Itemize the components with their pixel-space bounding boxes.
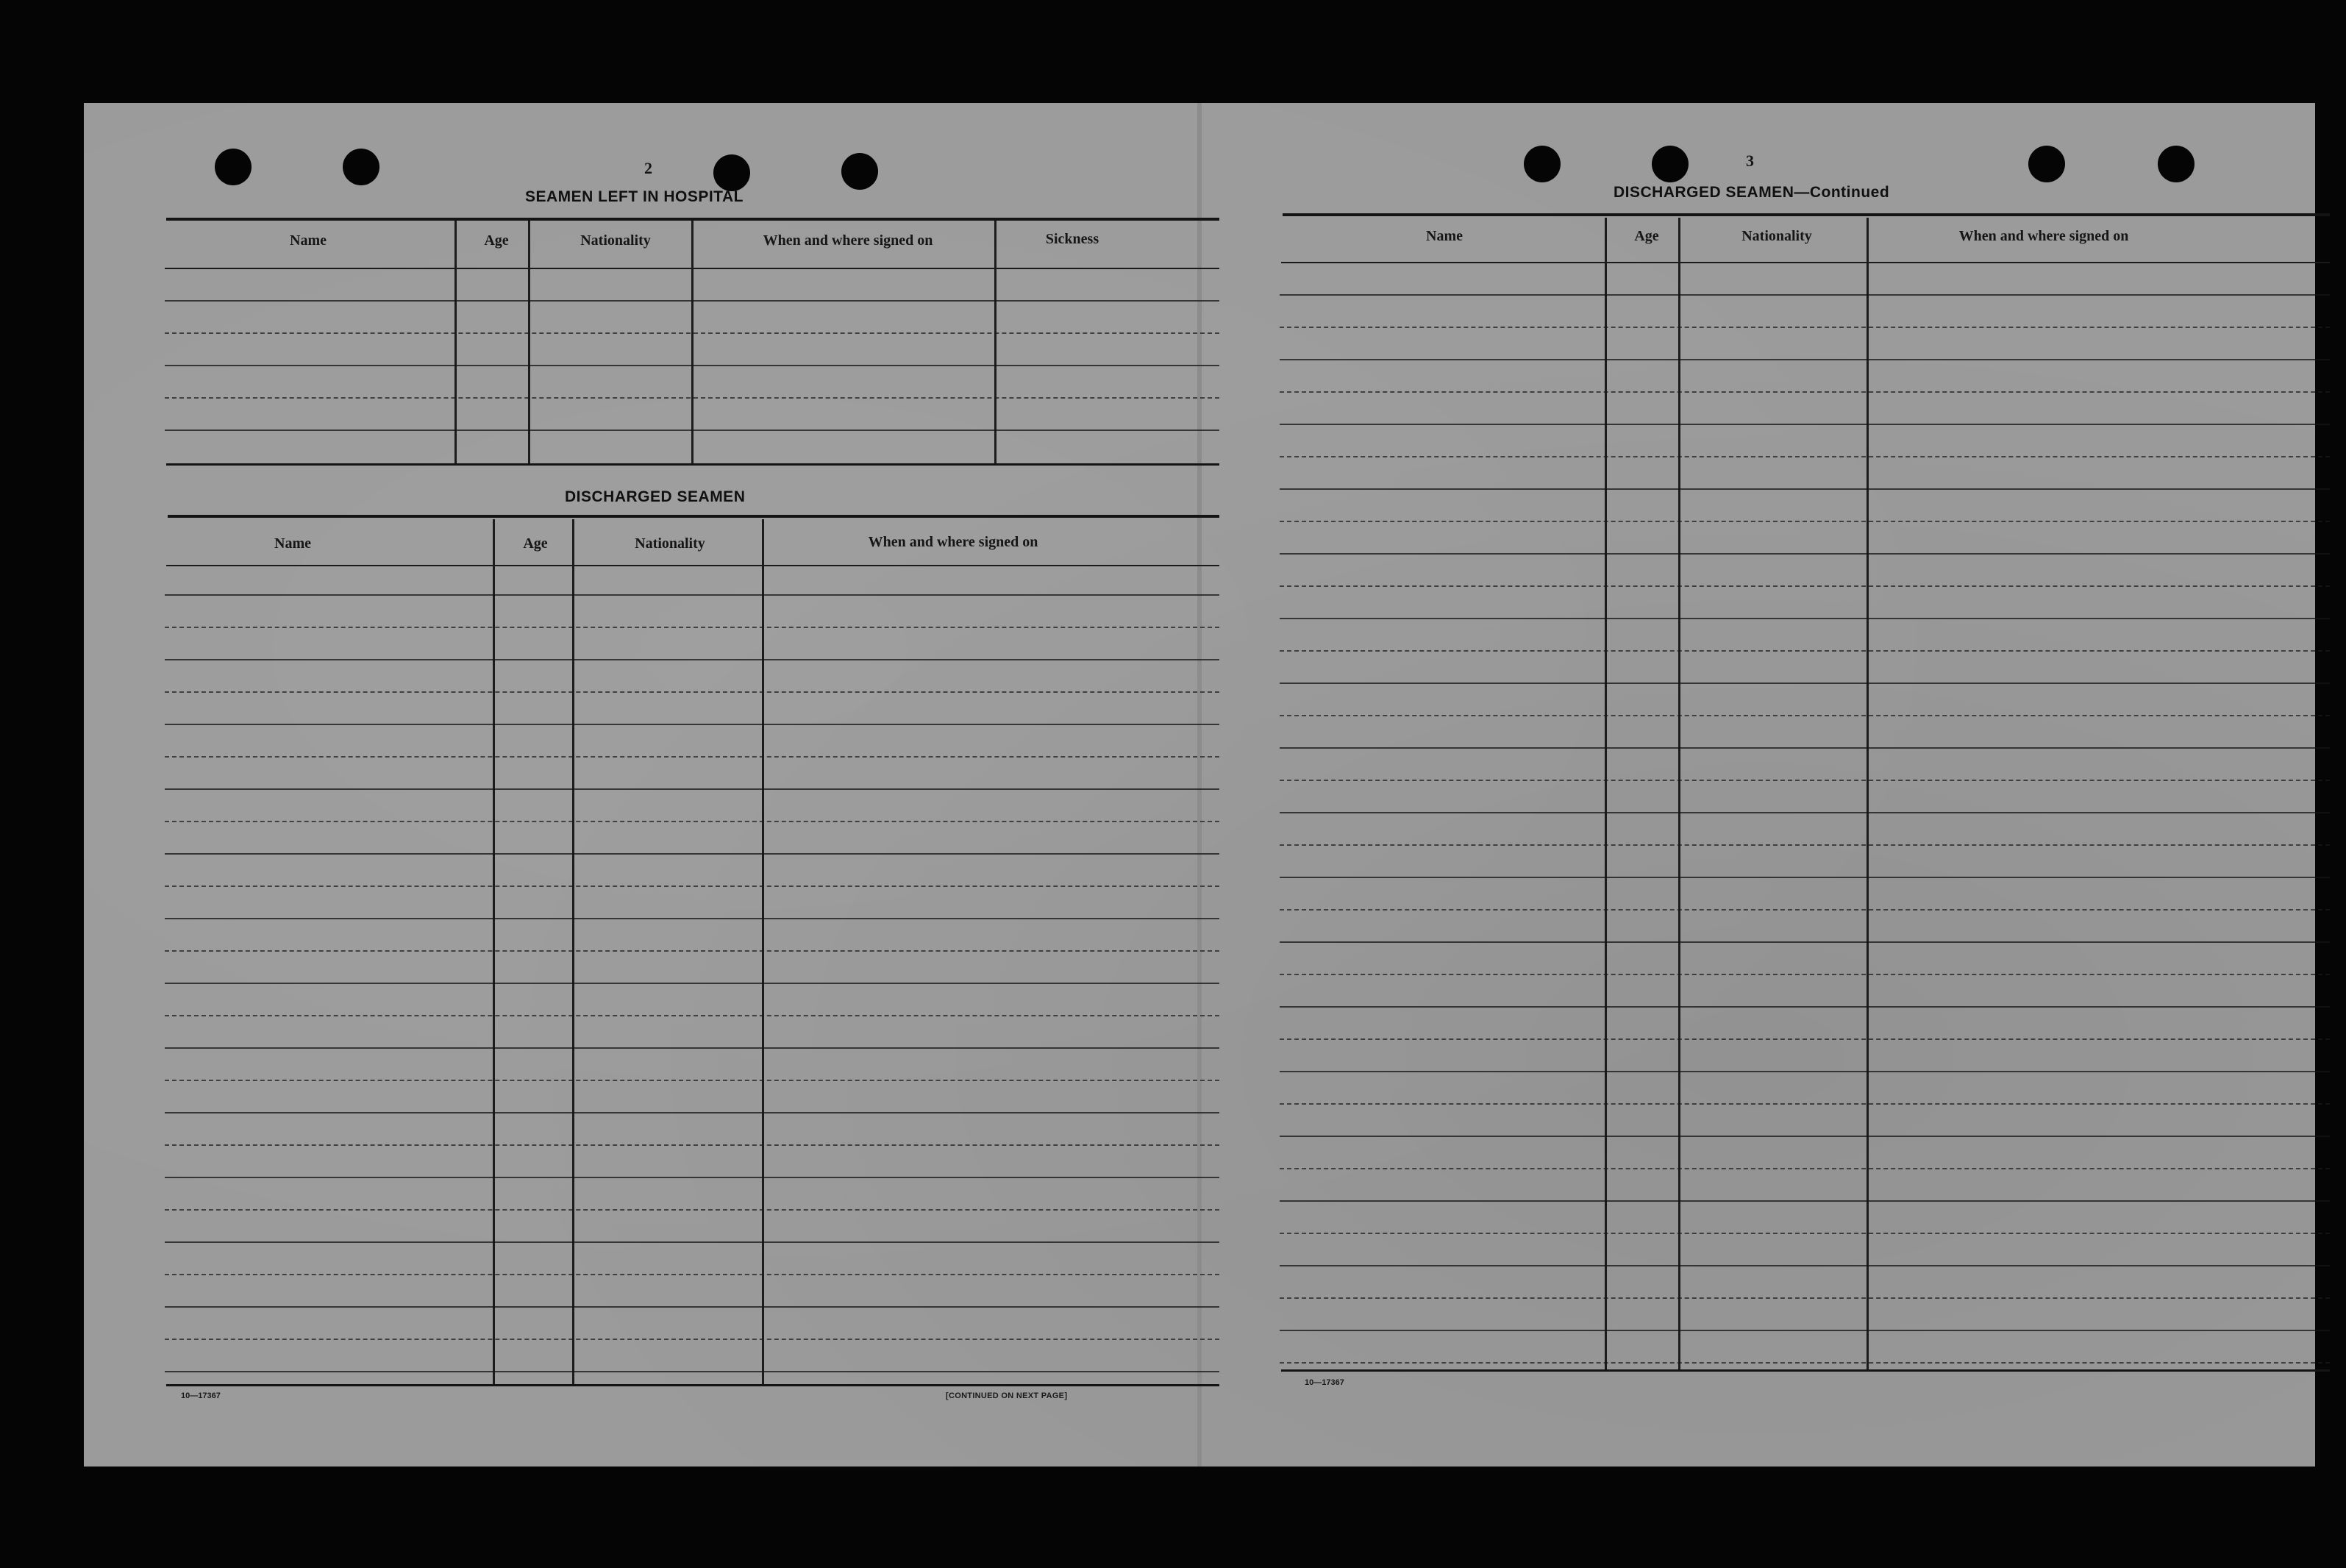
form-row-line	[1280, 359, 2330, 360]
form-row-line	[1280, 650, 2330, 652]
form-row-line	[1280, 327, 2330, 328]
hospital-col-sickness: Sickness	[1045, 231, 1099, 247]
form-row-line	[165, 1144, 1219, 1146]
form-row-line	[165, 1080, 1219, 1081]
form-row-line	[165, 332, 1219, 334]
form-row-line	[165, 300, 1219, 302]
form-row-line	[165, 627, 1219, 628]
discharged-col-signed-on: When and where signed on	[868, 534, 1038, 550]
form-row-line	[1280, 1362, 2330, 1364]
form-number: 10—17367	[1305, 1378, 1344, 1387]
discharged-col-name: Name	[274, 535, 311, 552]
form-row-line	[1280, 618, 2330, 619]
hospital-col-divider	[528, 221, 530, 463]
form-row-line	[165, 1371, 1219, 1372]
form-row-line	[1280, 974, 2330, 975]
right-col-nationality: Nationality	[1741, 228, 1812, 244]
discharged-bottom-rule	[166, 1384, 1219, 1386]
right-header-rule	[1281, 262, 2330, 263]
hospital-col-name: Name	[290, 232, 327, 249]
form-row-line	[1280, 456, 2330, 457]
form-row-line	[1280, 1136, 2330, 1137]
form-row-line	[165, 885, 1219, 887]
hospital-col-signed-on: When and where signed on	[763, 232, 933, 249]
form-row-line	[165, 594, 1219, 596]
document-sheet	[84, 103, 2315, 1467]
form-row-line	[1280, 585, 2330, 587]
form-row-line	[1280, 488, 2330, 490]
form-row-line	[165, 724, 1219, 725]
punch-hole	[2158, 146, 2195, 182]
form-row-line	[165, 853, 1219, 855]
discharged-col-divider	[493, 519, 495, 1384]
right-page	[1202, 103, 2315, 1467]
page-number: 3	[1746, 152, 1754, 170]
right-col-age: Age	[1634, 228, 1659, 244]
right-bottom-rule	[1281, 1369, 2330, 1372]
form-row-line	[165, 1047, 1219, 1049]
form-row-line	[1280, 812, 2330, 813]
hospital-section-title: SEAMEN LEFT IN HOSPITAL	[525, 188, 744, 205]
form-row-line	[1280, 1200, 2330, 1202]
form-row-line	[165, 983, 1219, 984]
hospital-col-divider	[454, 221, 457, 463]
discharged-top-rule	[168, 515, 1219, 518]
discharged-col-divider	[572, 519, 574, 1384]
punch-hole	[2028, 146, 2065, 182]
form-row-line	[165, 1306, 1219, 1308]
discharged-header-rule	[166, 565, 1219, 566]
form-row-line	[1280, 909, 2330, 910]
form-row-line	[1280, 1297, 2330, 1299]
hospital-bottom-rule	[166, 463, 1219, 466]
form-row-line	[1280, 844, 2330, 846]
form-row-line	[1280, 521, 2330, 522]
hospital-col-divider	[691, 221, 694, 463]
discharged-continued-title: DISCHARGED SEAMEN—Continued	[1614, 184, 1890, 201]
punch-hole	[841, 153, 878, 190]
discharged-section-title: DISCHARGED SEAMEN	[565, 488, 746, 505]
form-row-line	[165, 821, 1219, 822]
form-row-line	[1280, 294, 2330, 296]
discharged-col-divider	[762, 519, 764, 1384]
form-row-line	[1280, 780, 2330, 781]
form-row-line	[1280, 941, 2330, 943]
right-col-name: Name	[1426, 228, 1463, 244]
form-row-line	[1280, 391, 2330, 393]
form-row-line	[165, 1209, 1219, 1211]
right-top-rule	[1283, 213, 2330, 216]
form-row-line	[165, 397, 1219, 399]
form-row-line	[1280, 747, 2330, 749]
form-row-line	[1280, 877, 2330, 878]
form-row-line	[1280, 1006, 2330, 1008]
form-row-line	[1280, 683, 2330, 684]
form-row-line	[1280, 1038, 2330, 1040]
form-row-line	[165, 1241, 1219, 1243]
form-row-line	[1280, 715, 2330, 716]
form-row-line	[165, 1112, 1219, 1113]
form-row-line	[1280, 553, 2330, 555]
form-row-line	[165, 788, 1219, 790]
form-row-line	[1280, 1168, 2330, 1169]
right-col-signed-on: When and where signed on	[1958, 228, 2129, 244]
punch-hole	[713, 154, 750, 191]
form-row-line	[165, 918, 1219, 919]
form-row-line	[165, 1339, 1219, 1340]
hospital-col-nationality: Nationality	[580, 232, 651, 249]
form-row-line	[165, 430, 1219, 431]
punch-hole	[1652, 146, 1689, 182]
form-row-line	[165, 1015, 1219, 1016]
left-page	[84, 103, 1197, 1467]
form-row-line	[1280, 424, 2330, 425]
form-row-line	[165, 950, 1219, 952]
form-row-line	[1280, 1265, 2330, 1266]
form-number: 10—17367	[181, 1391, 221, 1400]
punch-hole	[1524, 146, 1561, 182]
form-row-line	[165, 365, 1219, 366]
form-row-line	[1280, 1103, 2330, 1105]
form-row-line	[165, 1177, 1219, 1178]
hospital-col-divider	[994, 221, 996, 463]
form-row-line	[165, 659, 1219, 660]
continued-note: [CONTINUED ON NEXT PAGE]	[946, 1391, 1068, 1400]
form-row-line	[165, 1274, 1219, 1275]
form-row-line	[165, 691, 1219, 693]
discharged-col-age: Age	[523, 535, 548, 552]
punch-hole	[215, 149, 252, 185]
form-row-line	[1280, 1330, 2330, 1331]
page-number: 2	[644, 159, 652, 177]
form-row-line	[165, 756, 1219, 758]
punch-hole	[343, 149, 379, 185]
hospital-col-age: Age	[484, 232, 509, 249]
form-row-line	[1280, 1233, 2330, 1234]
discharged-col-nationality: Nationality	[635, 535, 705, 552]
form-row-line	[1280, 1071, 2330, 1072]
